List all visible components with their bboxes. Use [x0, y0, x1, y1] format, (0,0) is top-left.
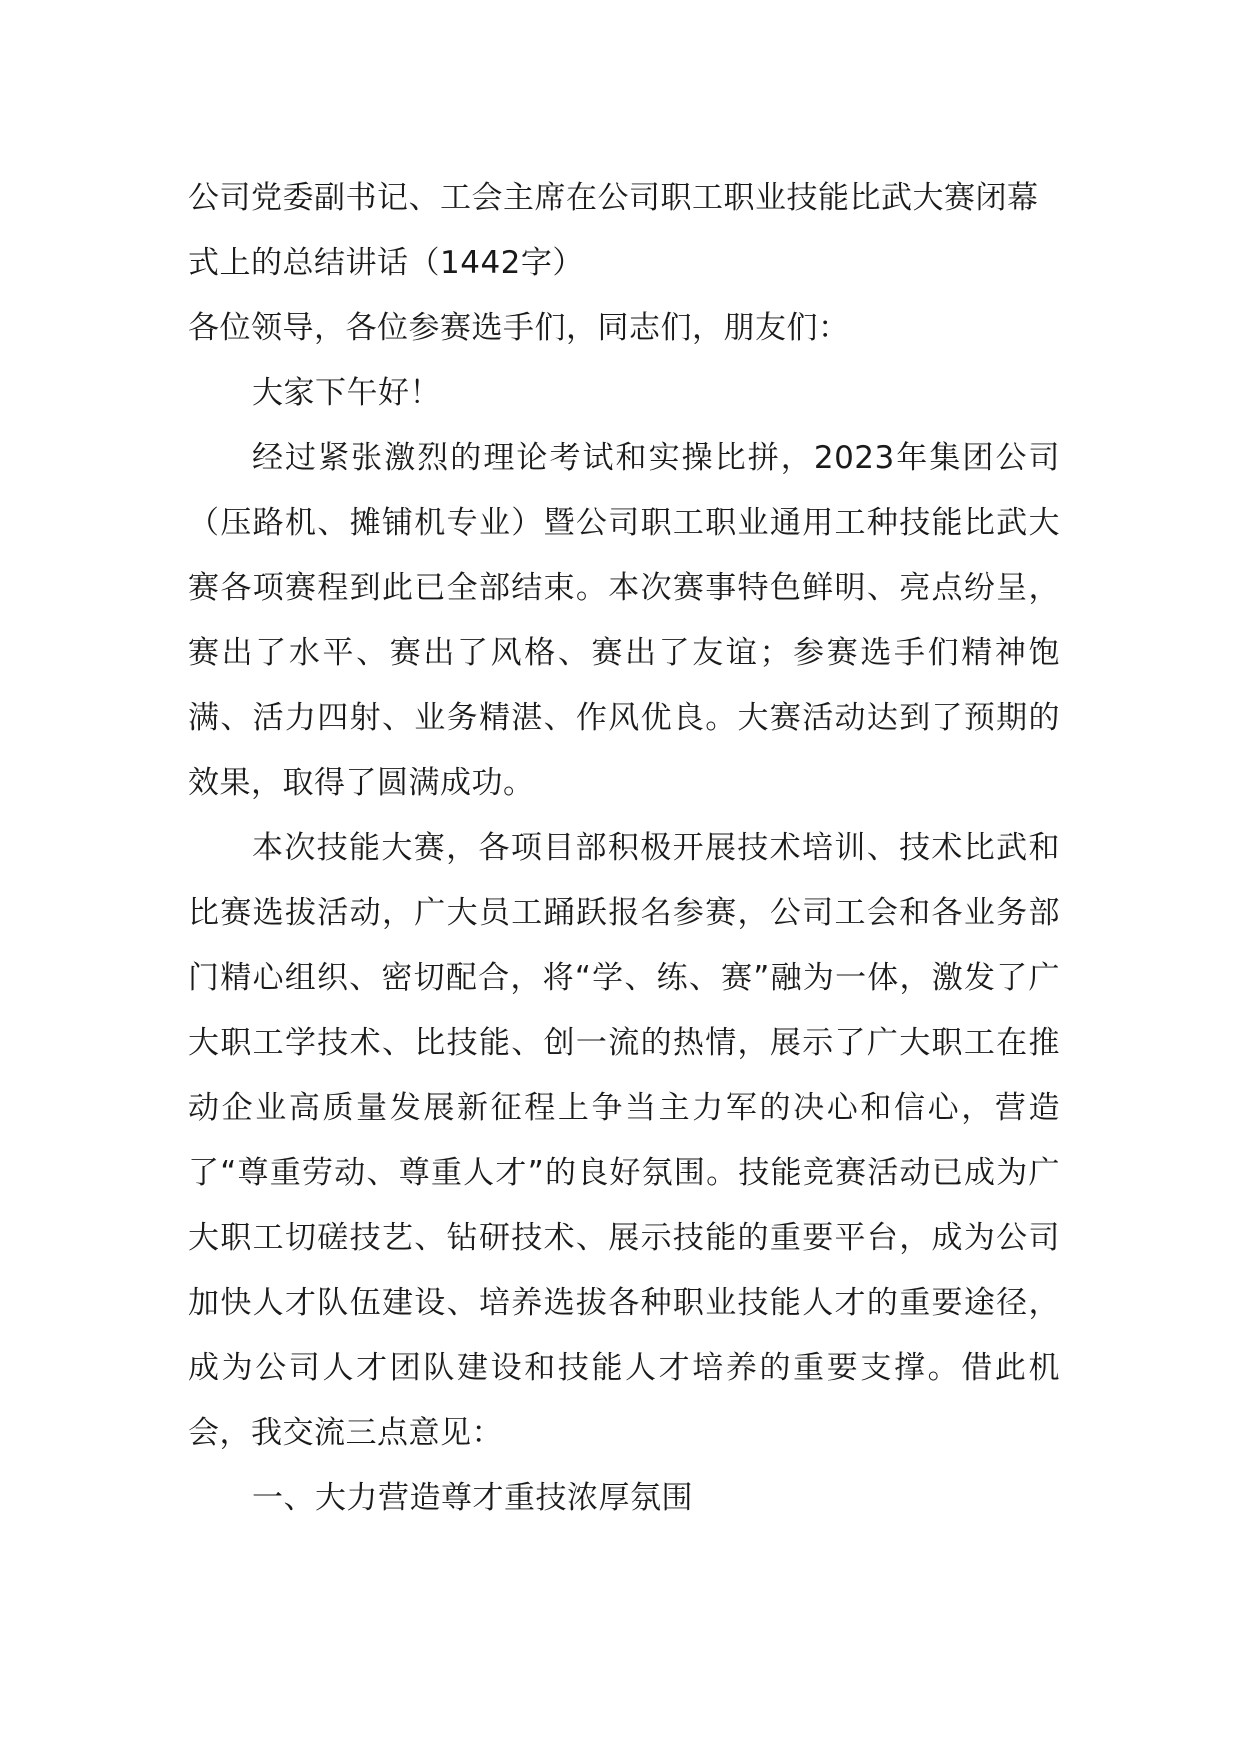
section-heading: 一、大力营造尊才重技浓厚氛围: [252, 1480, 693, 1516]
paragraph-summary: 经过紧张激烈的理论考试和实操比拼，2023年集团公司（压路机、摊铺机专业）暨公司职工职业通用工种技能比武大赛各项赛程到此已全部结束。本次赛事特色鲜明、亮点纷呈，赛出了水平、赛出了风格、赛出了友谊；参赛选手们精神饱满、活力四射、业务精湛、作风优良。大赛活动达到了预期的效果，取得了圆满成功。: [188, 440, 1060, 801]
greeting: 大家下午好！: [252, 375, 441, 411]
paragraph-achievements: 本次技能大赛，各项目部积极开展技术培训、技术比武和比赛选拔活动，广大员工踊跃报名参赛，公司工会和各业务部门精心组织、密切配合，将“学、练、赛”融为一体，激发了广大职工学技术、比技能、创一流的热情，展示了广大职工在推动企业高质量发展新征程上争当主力军的决心和信心，营造了“尊重劳动、尊重人才”的良好氛围。技能竞赛活动已成为广大职工切磋技艺、钻研技术、展示技能的重要平台，成为公司加快人才队伍建设、培养选拔各种职业技能人才的重要途径，成为公司人才团队建设和技能人才培养的重要支撑。借此机会，我交流三点意见：: [188, 830, 1060, 1451]
document-body: [188, 166, 1060, 1531]
document-title: 公司党委副书记、工会主席在公司职工职业技能比武大赛闭幕式上的总结讲话（1442字）: [188, 180, 1039, 281]
salutation: 各位领导，各位参赛选手们，同志们，朋友们：: [188, 310, 850, 346]
